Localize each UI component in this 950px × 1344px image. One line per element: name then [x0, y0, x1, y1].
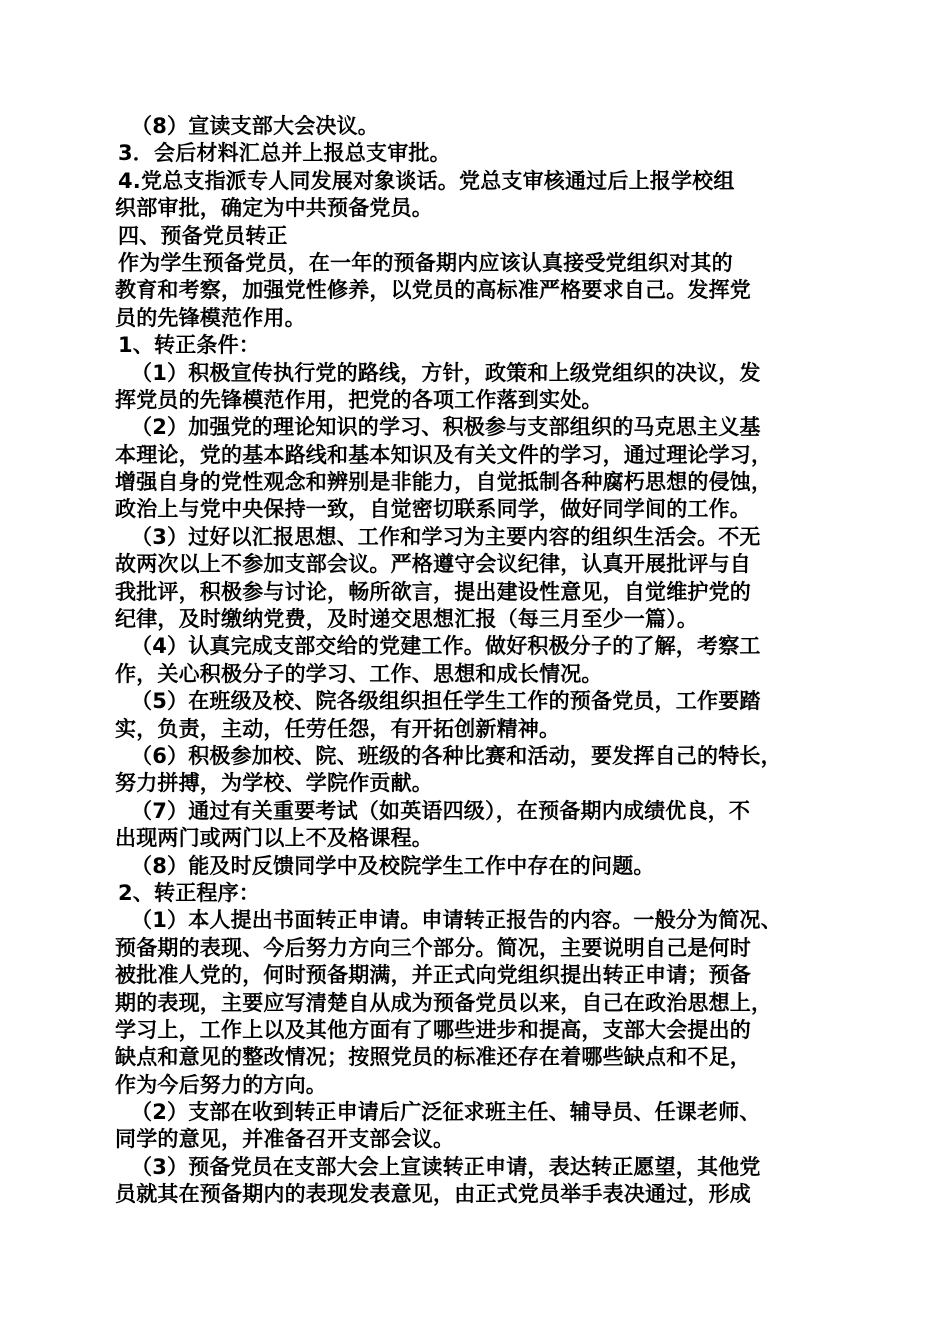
- text-line: 2、转正程序：: [118, 880, 261, 905]
- text-line: 1、转正条件：: [118, 333, 261, 358]
- text-line: 织部审批，确定为中共预备党员。: [115, 196, 433, 221]
- text-line: （2）加强党的理论知识的学习、积极参与支部组织的马克思主义基: [131, 415, 761, 440]
- text-line: 4.党总支指派专人同发展对象谈话。党总支审核通过后上报学校组: [118, 168, 735, 193]
- text-line: 作，关心积极分子的学习、工作、思想和成长情况。: [115, 661, 603, 686]
- text-line: 教育和考察，加强党性修养，以党员的高标准严格要求自己。发挥党: [115, 278, 751, 303]
- text-line: 作为学生预备党员，在一年的预备期内应该认真接受党组织对其的: [118, 250, 733, 275]
- text-line: （6）积极参加校、院、班级的各种比赛和活动，要发挥自己的特长，: [131, 743, 782, 768]
- text-line: 增强自身的党性观念和辨别是非能力，自觉抵制各种腐朽思想的侵蚀，: [115, 470, 773, 495]
- text-line: （8）能及时反馈同学中及校院学生工作中存在的问题。: [131, 853, 655, 878]
- text-line: 作为今后努力的方向。: [115, 1072, 327, 1097]
- text-line: （5）在班级及校、院各级组织担任学生工作的预备党员，工作要踏: [131, 689, 761, 714]
- text-line: （2）支部在收到转正申请后广泛征求班主任、辅导员、任课老师、: [131, 1100, 761, 1125]
- text-line: 3．会后材料汇总并上报总支审批。: [118, 141, 451, 166]
- text-line: 故两次以上不参加支部会议。严格遵守会议纪律，认真开展批评与自: [115, 552, 751, 577]
- text-line: 纪律，及时缴纳党费，及时递交思想汇报（每三月至少一篇）。: [115, 607, 699, 632]
- text-line: 努力拼搏，为学校、学院作贡献。: [115, 771, 433, 796]
- text-line: 同学的意见，并准备召开支部会议。: [115, 1127, 455, 1152]
- text-line: 学习上，工作上以及其他方面有了哪些进步和提高，支部大会提出的: [115, 1017, 751, 1042]
- text-line: 员的先锋模范作用。: [115, 305, 306, 330]
- text-line: （3）过好以汇报思想、工作和学习为主要内容的组织生活会。不无: [131, 524, 761, 549]
- document-body: [115, 113, 837, 1209]
- text-line: （4）认真完成支部交给的党建工作。做好积极分子的了解，考察工: [131, 634, 761, 659]
- text-line: 期的表现，主要应写清楚自从成为预备党员以来，自己在政治思想上，: [115, 990, 773, 1015]
- text-line: （7）通过有关重要考试（如英语四级），在预备期内成绩优良，不: [131, 798, 751, 823]
- text-line: 挥党员的先锋模范作用，把党的各项工作落到实处。: [115, 387, 603, 412]
- text-line: 出现两门或两门以上不及格课程。: [115, 826, 433, 851]
- text-line: 四、预备党员转正: [118, 223, 288, 248]
- text-line: 预备期的表现、今后努力方向三个部分。简况，主要说明自己是何时: [115, 935, 751, 960]
- text-line: （1）本人提出书面转正申请。申请转正报告的内容。一般分为简况、: [131, 908, 782, 933]
- text-line: 缺点和意见的整改情况；按照党员的标准还存在着哪些缺点和不足，: [115, 1045, 751, 1070]
- text-line: 我批评，积极参与讨论，畅所欲言，提出建设性意见，自觉维护党的: [115, 579, 751, 604]
- text-line: 员就其在预备期内的表现发表意见，由正式党员举手表决通过，形成: [115, 1182, 751, 1207]
- text-line: 实，负责，主动，任劳任怨，有开拓创新精神。: [115, 716, 561, 741]
- text-line: （8）宣读支部大会决议。: [131, 114, 380, 138]
- text-line: 政治上与党中央保持一致，自觉密切联系同学，做好同学间的工作。: [115, 497, 751, 522]
- text-line: （3）预备党员在支部大会上宣读转正申请，表达转正愿望，其他党: [131, 1154, 761, 1179]
- text-line: 被批准人党的，何时预备期满，并正式向党组织提出转正申请；预备: [115, 963, 751, 988]
- text-line: （1）积极宣传执行党的路线，方针，政策和上级党组织的决议，发: [131, 360, 761, 385]
- text-line: 本理论，党的基本路线和基本知识及有关文件的学习，通过理论学习，: [115, 442, 773, 467]
